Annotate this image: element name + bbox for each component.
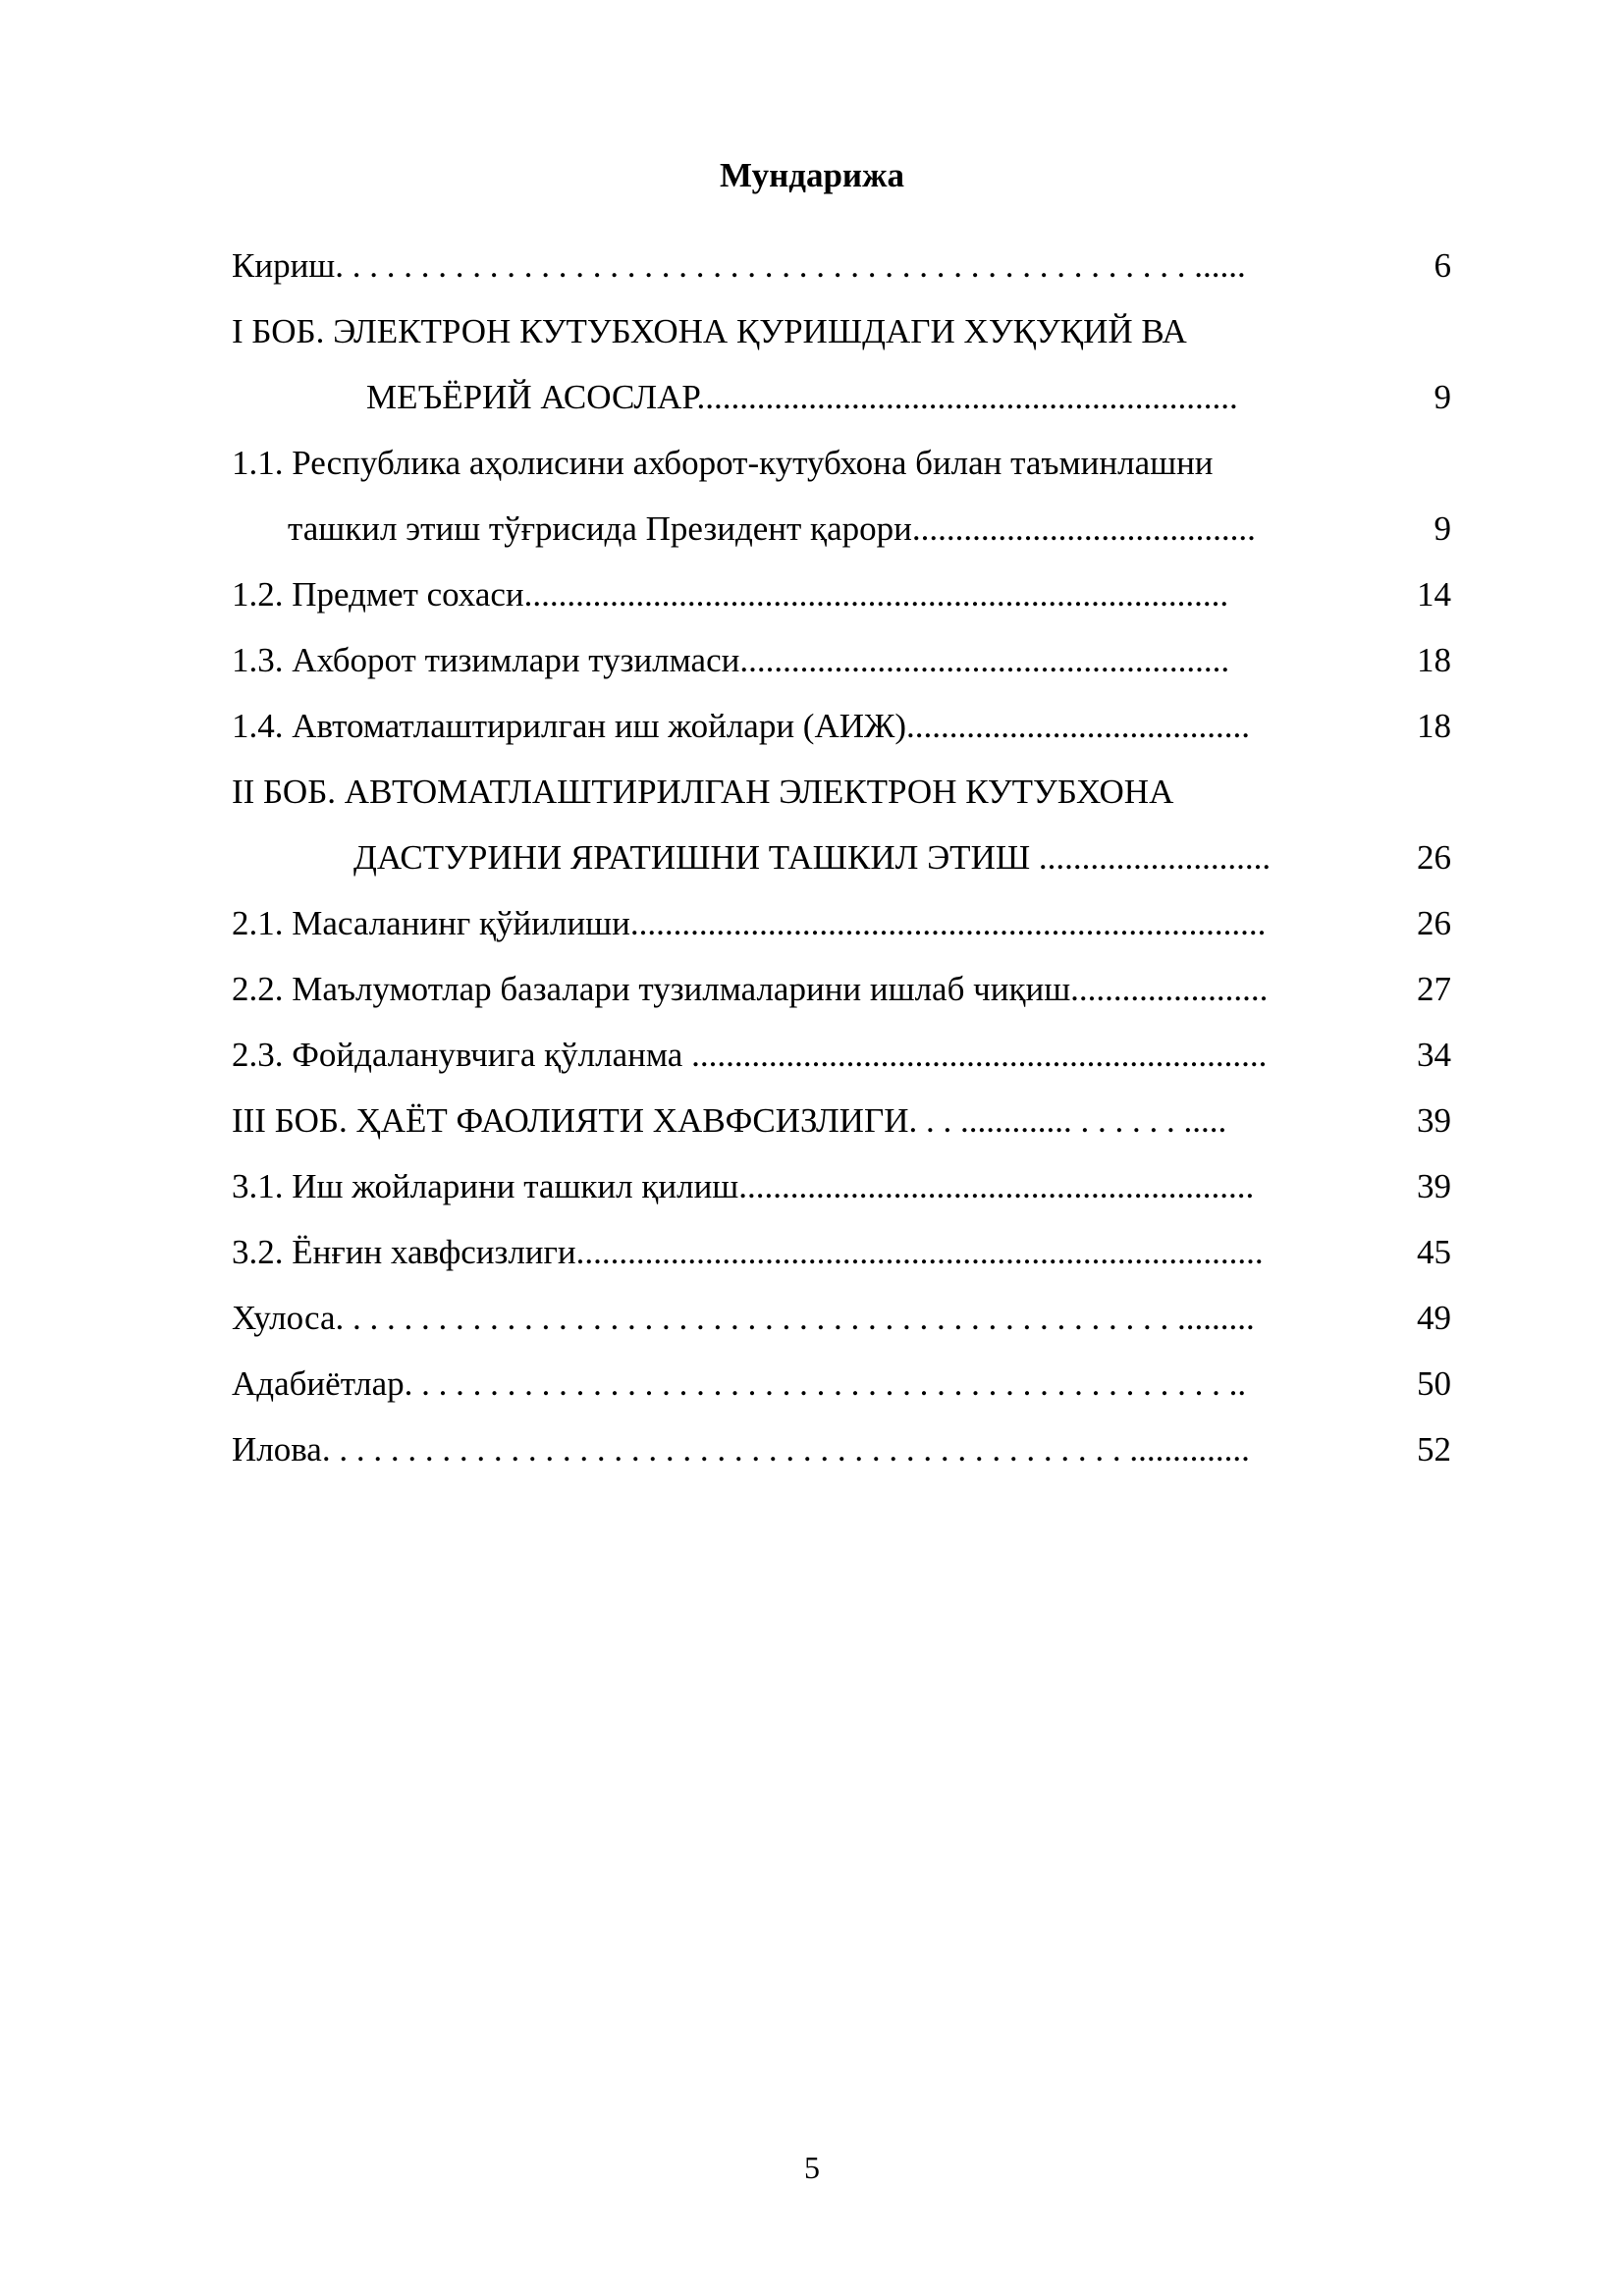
toc-entry bbox=[0, 438, 1624, 489]
toc-entry-page: 34 bbox=[1417, 1036, 1451, 1074]
toc-entry-text: 1.2. Предмет сохаси.................................................................................. bbox=[232, 575, 1229, 614]
toc-entry bbox=[0, 832, 1624, 883]
toc-entry bbox=[0, 372, 1624, 423]
toc-entry-text: МЕЪЁРИЙ АСОСЛАР............................................................... bbox=[366, 378, 1238, 416]
toc-entry bbox=[0, 569, 1624, 620]
toc-entry-text: Хулоса. . . . . . . . . . . . . . . . . . . . . . . . . . . . . . . . . . . . . . . . . . . . . . . . . ......... bbox=[232, 1299, 1255, 1337]
toc-entry-text: 3.2. Ёнғин хавфсизлиги................................................................................ bbox=[232, 1233, 1264, 1271]
toc-entry-text: III БОБ. ҲАЁТ ФАОЛИЯТИ ХАВФСИЗЛИГИ. . . ............. . . . . . . ..... bbox=[232, 1101, 1227, 1140]
toc-title: Мундарижа bbox=[720, 156, 904, 194]
toc-entry-page: 18 bbox=[1417, 641, 1451, 679]
toc-entry-text: 1.4. Автоматлаштирилган иш жойлари (АИЖ)........................................ bbox=[232, 707, 1251, 745]
toc-entry-page: 14 bbox=[1417, 575, 1451, 614]
toc-entry bbox=[0, 1424, 1624, 1475]
toc-entry-text: Адабиётлар. . . . . . . . . . . . . . . . . . . . . . . . . . . . . . . . . . . . . . . . . . . . . . . . .. bbox=[232, 1364, 1247, 1403]
toc-entry-text: 3.1. Иш жойларини ташкил қилиш............................................................ bbox=[232, 1167, 1255, 1205]
toc-entry bbox=[0, 1227, 1624, 1278]
toc-entry bbox=[0, 964, 1624, 1015]
toc-entry-text: 2.3. Фойдаланувчига қўлланма ................................................................... bbox=[232, 1036, 1268, 1074]
toc-entry bbox=[0, 1095, 1624, 1147]
toc-entry-page: 9 bbox=[1434, 378, 1451, 416]
toc-entry-page: 45 bbox=[1417, 1233, 1451, 1271]
page-number: 5 bbox=[804, 2150, 820, 2185]
toc-entry-text: ташкил этиш тўғрисида Президент қарори........................................ bbox=[288, 509, 1256, 548]
toc-entry-page: 6 bbox=[1434, 246, 1451, 285]
toc-entry bbox=[0, 701, 1624, 752]
toc-entry bbox=[0, 1030, 1624, 1081]
toc-entry-text: 1.1. Республика аҳолисини ахборот-кутубхона билан таъминлашни bbox=[232, 444, 1214, 482]
toc-entry-page: 52 bbox=[1417, 1430, 1451, 1468]
toc-entry bbox=[0, 240, 1624, 292]
toc-entry bbox=[0, 504, 1624, 555]
toc-entry-text: 2.1. Масаланинг қўйилиши.......................................................................... bbox=[232, 904, 1267, 942]
toc-entry bbox=[0, 306, 1624, 357]
toc-entry-page: 9 bbox=[1434, 509, 1451, 548]
toc-entry bbox=[0, 1359, 1624, 1410]
toc-entry-page: 18 bbox=[1417, 707, 1451, 745]
toc-entry bbox=[0, 898, 1624, 949]
toc-entry-page: 27 bbox=[1417, 970, 1451, 1008]
toc-entry-page: 49 bbox=[1417, 1299, 1451, 1337]
toc-entry bbox=[0, 1293, 1624, 1344]
toc-entry bbox=[0, 635, 1624, 686]
toc-entry-text: 2.2. Маълумотлар базалари тузилмаларини ишлаб чиқиш....................... bbox=[232, 970, 1269, 1008]
toc-entry-text: ДАСТУРИНИ ЯРАТИШНИ ТАШКИЛ ЭТИШ ........................... bbox=[353, 838, 1272, 877]
toc-entry-page: 39 bbox=[1417, 1167, 1451, 1205]
toc-entry bbox=[0, 767, 1624, 818]
toc-entry-page: 26 bbox=[1417, 904, 1451, 942]
toc-entry-page: 39 bbox=[1417, 1101, 1451, 1140]
toc-entry-text: 1.3. Ахборот тизимлари тузилмаси......................................................... bbox=[232, 641, 1230, 679]
toc-entry-page: 26 bbox=[1417, 838, 1451, 877]
toc-entry-text: I БОБ. ЭЛЕКТРОН КУТУБХОНА ҚУРИШДАГИ ХУҚУҚИЙ ВА bbox=[232, 312, 1187, 350]
toc-entry-text: Кириш. . . . . . . . . . . . . . . . . . . . . . . . . . . . . . . . . . . . . . . . . . . . . . . . . . ...... bbox=[232, 246, 1246, 285]
toc-entry bbox=[0, 1161, 1624, 1212]
toc-entry-page: 50 bbox=[1417, 1364, 1451, 1403]
toc-entry-text: Илова. . . . . . . . . . . . . . . . . . . . . . . . . . . . . . . . . . . . . . . . . . . . . . . .............. bbox=[232, 1430, 1250, 1468]
toc-entry-text: II БОБ. АВТОМАТЛАШТИРИЛГАН ЭЛЕКТРОН КУТУБХОНА bbox=[232, 773, 1174, 811]
